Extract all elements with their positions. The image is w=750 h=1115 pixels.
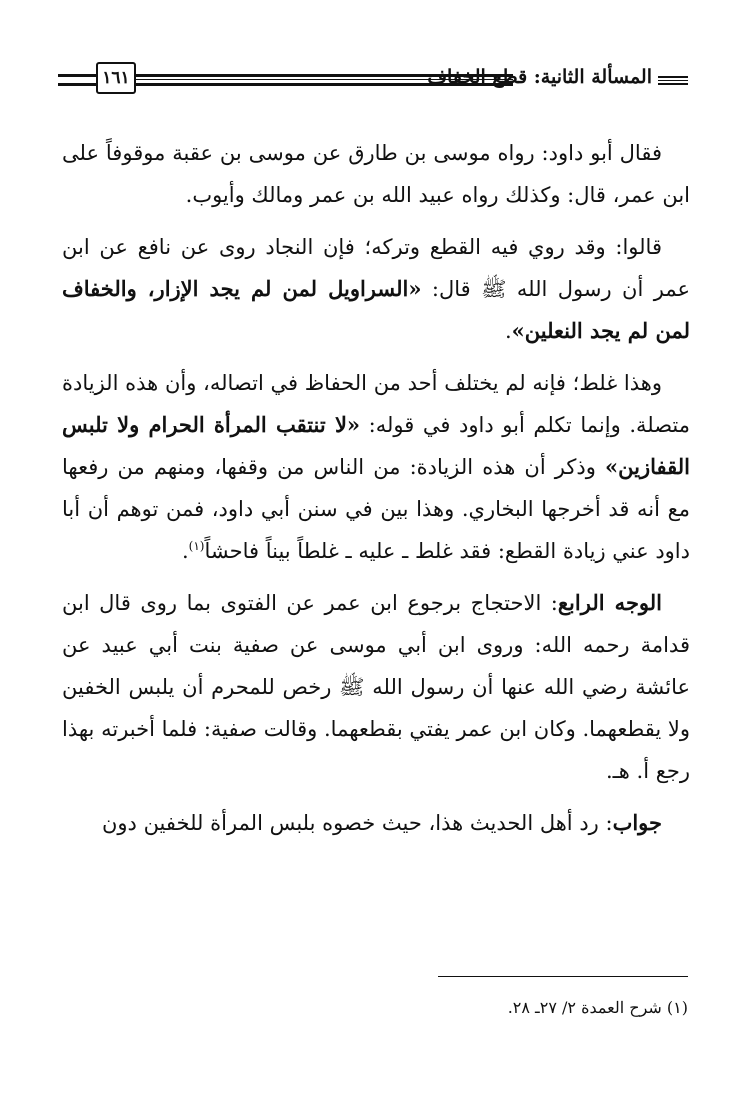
header-rule-left <box>58 74 96 86</box>
bold-text-segment: الوجه الرابع <box>557 590 663 615</box>
header-ornament <box>658 76 688 85</box>
body-text <box>62 132 690 854</box>
header-rule <box>136 74 513 86</box>
footnote: (١) شرح العمدة ٢/ ٢٧ـ ٢٨. <box>507 998 688 1017</box>
running-title: المسألة الثانية: قطع الخفاف <box>427 66 652 88</box>
text-segment: وهذا غلط؛ فإنه لم يختلف أحد من الحفاظ في اتصاله، وأن هذه الزيادة متصلة. وإنما تكلم أبو داود في قوله: <box>62 371 691 437</box>
text-segment: : رد أهل الحديث هذا، حيث خصوه بلبس المرأة للخفين دون <box>101 811 613 835</box>
text-segment: وذكر أن هذه الزيادة: من الناس من وقفها، ومنهم من رفعها مع أنه قد أخرجها البخاري. وهذا بين في سنن أبي داود، فمن توهم أن أبا داود عني زيادة القطع: فقد غلط ـ عليه ـ غلطاً بيناً فاحشاً <box>62 455 690 563</box>
footnote-separator <box>438 976 688 977</box>
bold-text-segment: «لا تنتقب المرأة الحرام ولا تلبس القفازين» <box>62 412 690 479</box>
text-segment: قالوا: وقد روي فيه القطع وتركه؛ فإن النجاد روى عن نافع عن ابن عمر أن رسول الله ﷺ قال: <box>62 235 690 301</box>
bold-text-segment: «السراويل لمن لم يجد الإزار، والخفاف لمن لم يجد النعلين» <box>62 276 690 343</box>
paragraph <box>62 132 690 216</box>
text-segment: فقال أبو داود: رواه موسى بن طارق عن موسى بن عقبة موقوفاً على ابن عمر، قال: وكذلك رواه عبيد الله بن عمر ومالك وأيوب. <box>62 141 690 207</box>
footnote-reference: (١) <box>188 539 205 553</box>
paragraph <box>62 802 690 844</box>
text-segment: . <box>181 539 189 563</box>
paragraph <box>62 582 690 792</box>
paragraph <box>62 226 690 352</box>
paragraph <box>62 362 690 572</box>
page-number: ١٦١ <box>96 62 136 94</box>
text-segment: : الاحتجاج برجوع ابن عمر عن الفتوى بما روى قال ابن قدامة رحمه الله: وروى ابن أبي موسى عن صفية بنت أبي عبيد عن عائشة رضي الله عنها أن رسول الله ﷺ رخص للمحرم أن يلبس الخفين ولا يقطعهما. وكان ابن عمر يفتي بقطعهما. وقالت صفية: فلما أخبرته بهذا رجع أ. هـ. <box>62 591 690 783</box>
page-header <box>58 62 688 98</box>
bold-text-segment: جواب <box>612 810 662 835</box>
text-segment: . <box>504 319 512 343</box>
